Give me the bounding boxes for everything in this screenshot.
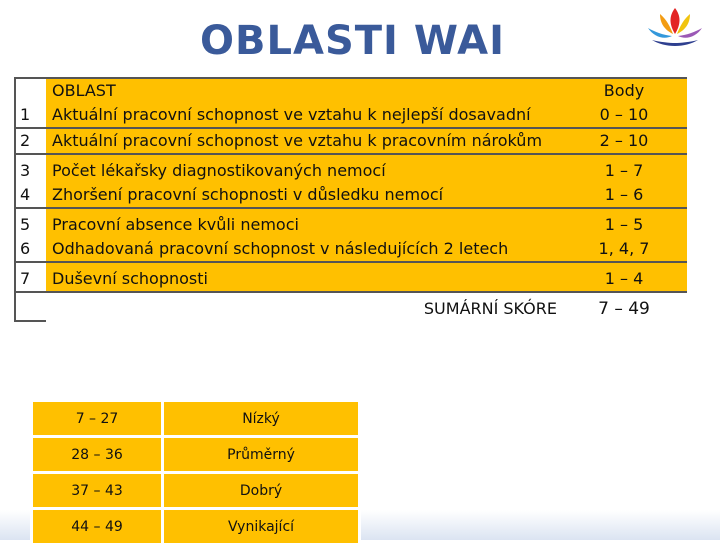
- table-row: [15, 237, 687, 262]
- row-points: 1 – 5: [561, 208, 687, 237]
- row-points: 1 – 4: [561, 262, 687, 292]
- page-title: OBLASTI WAI: [200, 18, 506, 64]
- header-points: Body: [561, 78, 687, 103]
- row-area: Odhadovaná pracovní schopnost v následujících 2 letech: [46, 237, 561, 262]
- row-points: 0 – 10: [561, 103, 687, 128]
- row-area: Aktuální pracovní schopnost ve vztahu k pracovním nárokům: [46, 128, 561, 154]
- table-row: [15, 183, 687, 208]
- row-number: 3: [15, 154, 46, 183]
- row-number: 1: [15, 103, 46, 128]
- row-area: Počet lékařsky diagnostikovaných nemocí: [46, 154, 561, 183]
- scale-range: 44 – 49: [32, 509, 163, 545]
- row-points: 2 – 10: [561, 128, 687, 154]
- table-row: [15, 103, 687, 128]
- wai-table: [14, 77, 687, 322]
- scale-row: [32, 473, 360, 509]
- scale-row: [32, 509, 360, 545]
- row-number: 7: [15, 262, 46, 292]
- table-row: [15, 154, 687, 183]
- row-points: 1 – 6: [561, 183, 687, 208]
- scale-range: 7 – 27: [32, 401, 163, 437]
- summary-num-cell: [15, 292, 46, 321]
- table-row: [15, 128, 687, 154]
- row-area: Pracovní absence kvůli nemoci: [46, 208, 561, 237]
- row-number: 6: [15, 237, 46, 262]
- scale-label: Vynikající: [163, 509, 360, 545]
- scale-label: Nízký: [163, 401, 360, 437]
- row-area: Zhoršení pracovní schopnosti v důsledku nemocí: [46, 183, 561, 208]
- table-row: [15, 208, 687, 237]
- summary-label: SUMÁRNÍ SKÓRE: [46, 292, 561, 321]
- row-number: 5: [15, 208, 46, 237]
- score-scale-table: [30, 399, 361, 546]
- scale-row: [32, 401, 360, 437]
- row-area: Aktuální pracovní schopnost ve vztahu k nejlepší dosavadní: [46, 103, 561, 128]
- header-num-cell: [15, 78, 46, 103]
- scale-label: Dobrý: [163, 473, 360, 509]
- table-header-row: [15, 78, 687, 103]
- summary-points: 7 – 49: [561, 292, 687, 321]
- row-number: 2: [15, 128, 46, 154]
- row-area: Duševní schopnosti: [46, 262, 561, 292]
- row-points: 1, 4, 7: [561, 237, 687, 262]
- summary-row: [15, 292, 687, 321]
- lotus-logo-icon: [640, 4, 710, 52]
- table-row: [15, 262, 687, 292]
- row-points: 1 – 7: [561, 154, 687, 183]
- scale-range: 28 – 36: [32, 437, 163, 473]
- row-number: 4: [15, 183, 46, 208]
- header-area: OBLAST: [46, 78, 561, 103]
- scale-label: Průměrný: [163, 437, 360, 473]
- scale-row: [32, 437, 360, 473]
- scale-range: 37 – 43: [32, 473, 163, 509]
